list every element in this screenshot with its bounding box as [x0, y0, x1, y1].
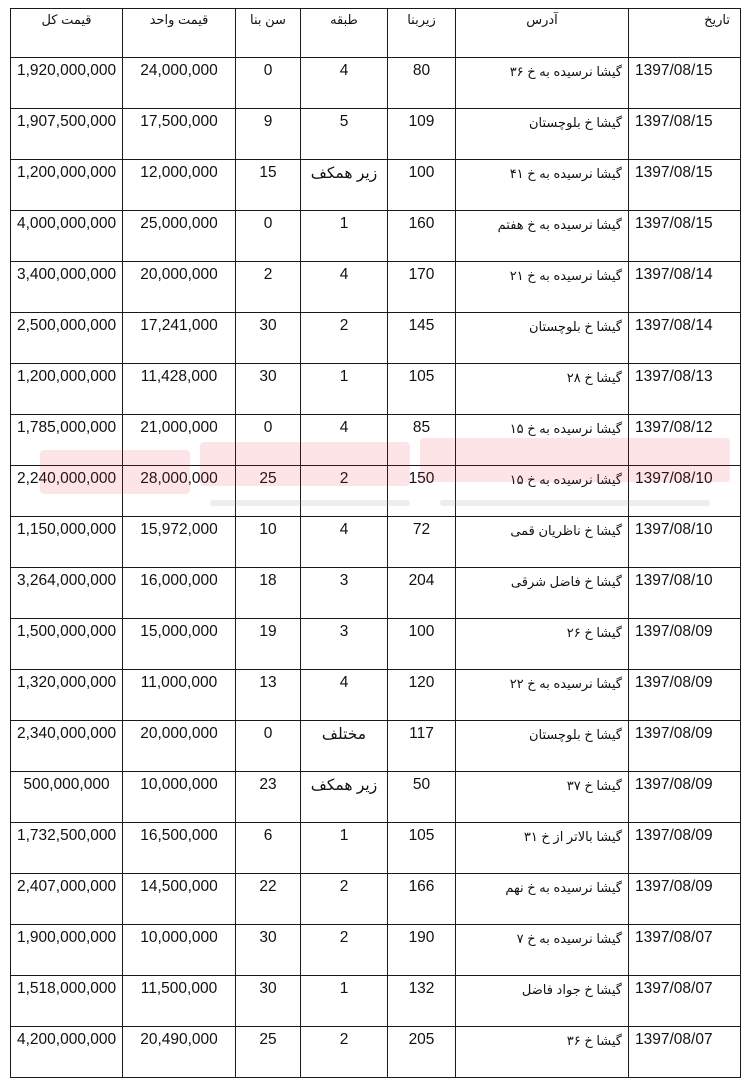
cell-date: 1397/08/12 — [629, 415, 741, 466]
header-floor: طبقه — [301, 9, 388, 58]
cell-unit-price: 20,000,000 — [123, 262, 236, 313]
cell-area: 100 — [388, 619, 456, 670]
cell-floor: 4 — [301, 58, 388, 109]
table-row — [11, 160, 741, 211]
table-row — [11, 262, 741, 313]
cell-age: 25 — [236, 1027, 301, 1078]
cell-address: گیشا نرسیده به خ ۲۱ — [456, 262, 629, 313]
cell-unit-price: 24,000,000 — [123, 58, 236, 109]
cell-floor: 4 — [301, 262, 388, 313]
cell-age: 19 — [236, 619, 301, 670]
cell-age: 30 — [236, 364, 301, 415]
cell-floor: 5 — [301, 109, 388, 160]
cell-address: گیشا نرسیده به خ ۱۵ — [456, 415, 629, 466]
cell-floor: مختلف — [301, 721, 388, 772]
cell-date: 1397/08/09 — [629, 823, 741, 874]
cell-date: 1397/08/14 — [629, 262, 741, 313]
cell-area: 145 — [388, 313, 456, 364]
cell-unit-price: 15,972,000 — [123, 517, 236, 568]
cell-area: 170 — [388, 262, 456, 313]
cell-unit-price: 10,000,000 — [123, 772, 236, 823]
header-date: تاریخ — [629, 9, 741, 58]
cell-address: گیشا بالاتر از خ ۳۱ — [456, 823, 629, 874]
cell-unit-price: 21,000,000 — [123, 415, 236, 466]
cell-total-price: 1,200,000,000 — [11, 364, 123, 415]
cell-area: 150 — [388, 466, 456, 517]
cell-address: گیشا خ ۳۶ — [456, 1027, 629, 1078]
cell-floor: 2 — [301, 1027, 388, 1078]
cell-date: 1397/08/07 — [629, 925, 741, 976]
cell-total-price: 1,500,000,000 — [11, 619, 123, 670]
cell-unit-price: 28,000,000 — [123, 466, 236, 517]
cell-unit-price: 14,500,000 — [123, 874, 236, 925]
cell-date: 1397/08/15 — [629, 58, 741, 109]
cell-floor: 1 — [301, 364, 388, 415]
cell-area: 72 — [388, 517, 456, 568]
table-row — [11, 364, 741, 415]
cell-unit-price: 17,241,000 — [123, 313, 236, 364]
cell-address: گیشا نرسیده به خ ۷ — [456, 925, 629, 976]
table-row — [11, 925, 741, 976]
cell-area: 85 — [388, 415, 456, 466]
cell-date: 1397/08/07 — [629, 1027, 741, 1078]
cell-total-price: 1,785,000,000 — [11, 415, 123, 466]
table-header-row — [11, 9, 741, 58]
apartment-price-table — [10, 8, 741, 1078]
cell-area: 50 — [388, 772, 456, 823]
table-row — [11, 313, 741, 364]
table-row — [11, 823, 741, 874]
cell-area: 109 — [388, 109, 456, 160]
cell-total-price: 1,150,000,000 — [11, 517, 123, 568]
cell-address: گیشا خ بلوچستان — [456, 313, 629, 364]
table-row — [11, 772, 741, 823]
cell-area: 80 — [388, 58, 456, 109]
cell-date: 1397/08/10 — [629, 466, 741, 517]
cell-total-price: 3,400,000,000 — [11, 262, 123, 313]
cell-total-price: 1,200,000,000 — [11, 160, 123, 211]
cell-total-price: 1,907,500,000 — [11, 109, 123, 160]
cell-area: 205 — [388, 1027, 456, 1078]
cell-floor: 3 — [301, 568, 388, 619]
cell-date: 1397/08/09 — [629, 721, 741, 772]
cell-total-price: 4,200,000,000 — [11, 1027, 123, 1078]
cell-area: 105 — [388, 823, 456, 874]
cell-age: 22 — [236, 874, 301, 925]
table-row — [11, 415, 741, 466]
table-row — [11, 976, 741, 1027]
cell-unit-price: 25,000,000 — [123, 211, 236, 262]
cell-age: 0 — [236, 415, 301, 466]
cell-total-price: 500,000,000 — [11, 772, 123, 823]
cell-date: 1397/08/09 — [629, 874, 741, 925]
cell-unit-price: 10,000,000 — [123, 925, 236, 976]
cell-address: گیشا نرسیده به خ ۲۲ — [456, 670, 629, 721]
cell-age: 0 — [236, 721, 301, 772]
cell-age: 15 — [236, 160, 301, 211]
cell-date: 1397/08/15 — [629, 160, 741, 211]
cell-unit-price: 16,500,000 — [123, 823, 236, 874]
cell-age: 10 — [236, 517, 301, 568]
cell-floor: 4 — [301, 670, 388, 721]
cell-address: گیشا خ جواد فاضل — [456, 976, 629, 1027]
cell-unit-price: 11,500,000 — [123, 976, 236, 1027]
cell-floor: 2 — [301, 874, 388, 925]
cell-address: گیشا خ فاضل شرقی — [456, 568, 629, 619]
cell-date: 1397/08/07 — [629, 976, 741, 1027]
table-row — [11, 58, 741, 109]
header-unit-price: قیمت واحد — [123, 9, 236, 58]
cell-area: 105 — [388, 364, 456, 415]
cell-floor: 1 — [301, 211, 388, 262]
cell-date: 1397/08/09 — [629, 670, 741, 721]
cell-area: 120 — [388, 670, 456, 721]
cell-address: گیشا نرسیده به خ ۱۵ — [456, 466, 629, 517]
cell-date: 1397/08/15 — [629, 211, 741, 262]
cell-date: 1397/08/15 — [629, 109, 741, 160]
cell-floor: 2 — [301, 925, 388, 976]
cell-total-price: 2,240,000,000 — [11, 466, 123, 517]
cell-unit-price: 20,490,000 — [123, 1027, 236, 1078]
cell-unit-price: 15,000,000 — [123, 619, 236, 670]
cell-floor: 1 — [301, 976, 388, 1027]
header-address: آدرس — [456, 9, 629, 58]
cell-unit-price: 16,000,000 — [123, 568, 236, 619]
cell-date: 1397/08/10 — [629, 517, 741, 568]
header-age: سن بنا — [236, 9, 301, 58]
cell-floor: 3 — [301, 619, 388, 670]
cell-age: 30 — [236, 313, 301, 364]
table-row — [11, 109, 741, 160]
cell-date: 1397/08/10 — [629, 568, 741, 619]
cell-age: 0 — [236, 58, 301, 109]
cell-total-price: 4,000,000,000 — [11, 211, 123, 262]
cell-total-price: 1,518,000,000 — [11, 976, 123, 1027]
cell-floor: 2 — [301, 313, 388, 364]
cell-age: 13 — [236, 670, 301, 721]
cell-area: 117 — [388, 721, 456, 772]
cell-age: 2 — [236, 262, 301, 313]
table-row — [11, 517, 741, 568]
cell-total-price: 1,732,500,000 — [11, 823, 123, 874]
cell-address: گیشا نرسیده به خ ۴۱ — [456, 160, 629, 211]
cell-age: 25 — [236, 466, 301, 517]
table-row — [11, 670, 741, 721]
cell-total-price: 3,264,000,000 — [11, 568, 123, 619]
cell-date: 1397/08/13 — [629, 364, 741, 415]
cell-address: گیشا نرسیده به خ هفتم — [456, 211, 629, 262]
cell-address: گیشا خ ناظریان قمی — [456, 517, 629, 568]
cell-age: 6 — [236, 823, 301, 874]
cell-floor: 4 — [301, 517, 388, 568]
cell-age: 18 — [236, 568, 301, 619]
cell-age: 23 — [236, 772, 301, 823]
cell-area: 166 — [388, 874, 456, 925]
cell-area: 190 — [388, 925, 456, 976]
table-row — [11, 1027, 741, 1078]
cell-total-price: 1,320,000,000 — [11, 670, 123, 721]
cell-floor: زیر همکف — [301, 772, 388, 823]
table-row — [11, 721, 741, 772]
header-area: زیربنا — [388, 9, 456, 58]
cell-age: 30 — [236, 976, 301, 1027]
cell-address: گیشا خ ۳۷ — [456, 772, 629, 823]
cell-date: 1397/08/09 — [629, 772, 741, 823]
cell-address: گیشا خ ۲۶ — [456, 619, 629, 670]
cell-address: گیشا خ ۲۸ — [456, 364, 629, 415]
table-body — [11, 58, 741, 1078]
cell-total-price: 1,920,000,000 — [11, 58, 123, 109]
cell-address: گیشا خ بلوچستان — [456, 721, 629, 772]
cell-unit-price: 11,000,000 — [123, 670, 236, 721]
cell-floor: 1 — [301, 823, 388, 874]
cell-area: 132 — [388, 976, 456, 1027]
cell-age: 30 — [236, 925, 301, 976]
cell-total-price: 1,900,000,000 — [11, 925, 123, 976]
table-row — [11, 211, 741, 262]
cell-age: 0 — [236, 211, 301, 262]
cell-age: 9 — [236, 109, 301, 160]
cell-total-price: 2,340,000,000 — [11, 721, 123, 772]
cell-address: گیشا نرسیده به خ نهم — [456, 874, 629, 925]
cell-floor: 4 — [301, 415, 388, 466]
cell-address: گیشا خ بلوچستان — [456, 109, 629, 160]
header-total-price: قیمت کل — [11, 9, 123, 58]
price-table-sheet — [10, 8, 740, 1048]
table-row — [11, 466, 741, 517]
cell-address: گیشا نرسیده به خ ۳۶ — [456, 58, 629, 109]
cell-area: 100 — [388, 160, 456, 211]
table-row — [11, 568, 741, 619]
cell-floor: 2 — [301, 466, 388, 517]
cell-unit-price: 12,000,000 — [123, 160, 236, 211]
cell-date: 1397/08/09 — [629, 619, 741, 670]
cell-unit-price: 11,428,000 — [123, 364, 236, 415]
cell-floor: زیر همکف — [301, 160, 388, 211]
cell-area: 160 — [388, 211, 456, 262]
cell-date: 1397/08/14 — [629, 313, 741, 364]
table-row — [11, 874, 741, 925]
cell-total-price: 2,407,000,000 — [11, 874, 123, 925]
cell-area: 204 — [388, 568, 456, 619]
cell-total-price: 2,500,000,000 — [11, 313, 123, 364]
table-row — [11, 619, 741, 670]
cell-unit-price: 17,500,000 — [123, 109, 236, 160]
cell-unit-price: 20,000,000 — [123, 721, 236, 772]
